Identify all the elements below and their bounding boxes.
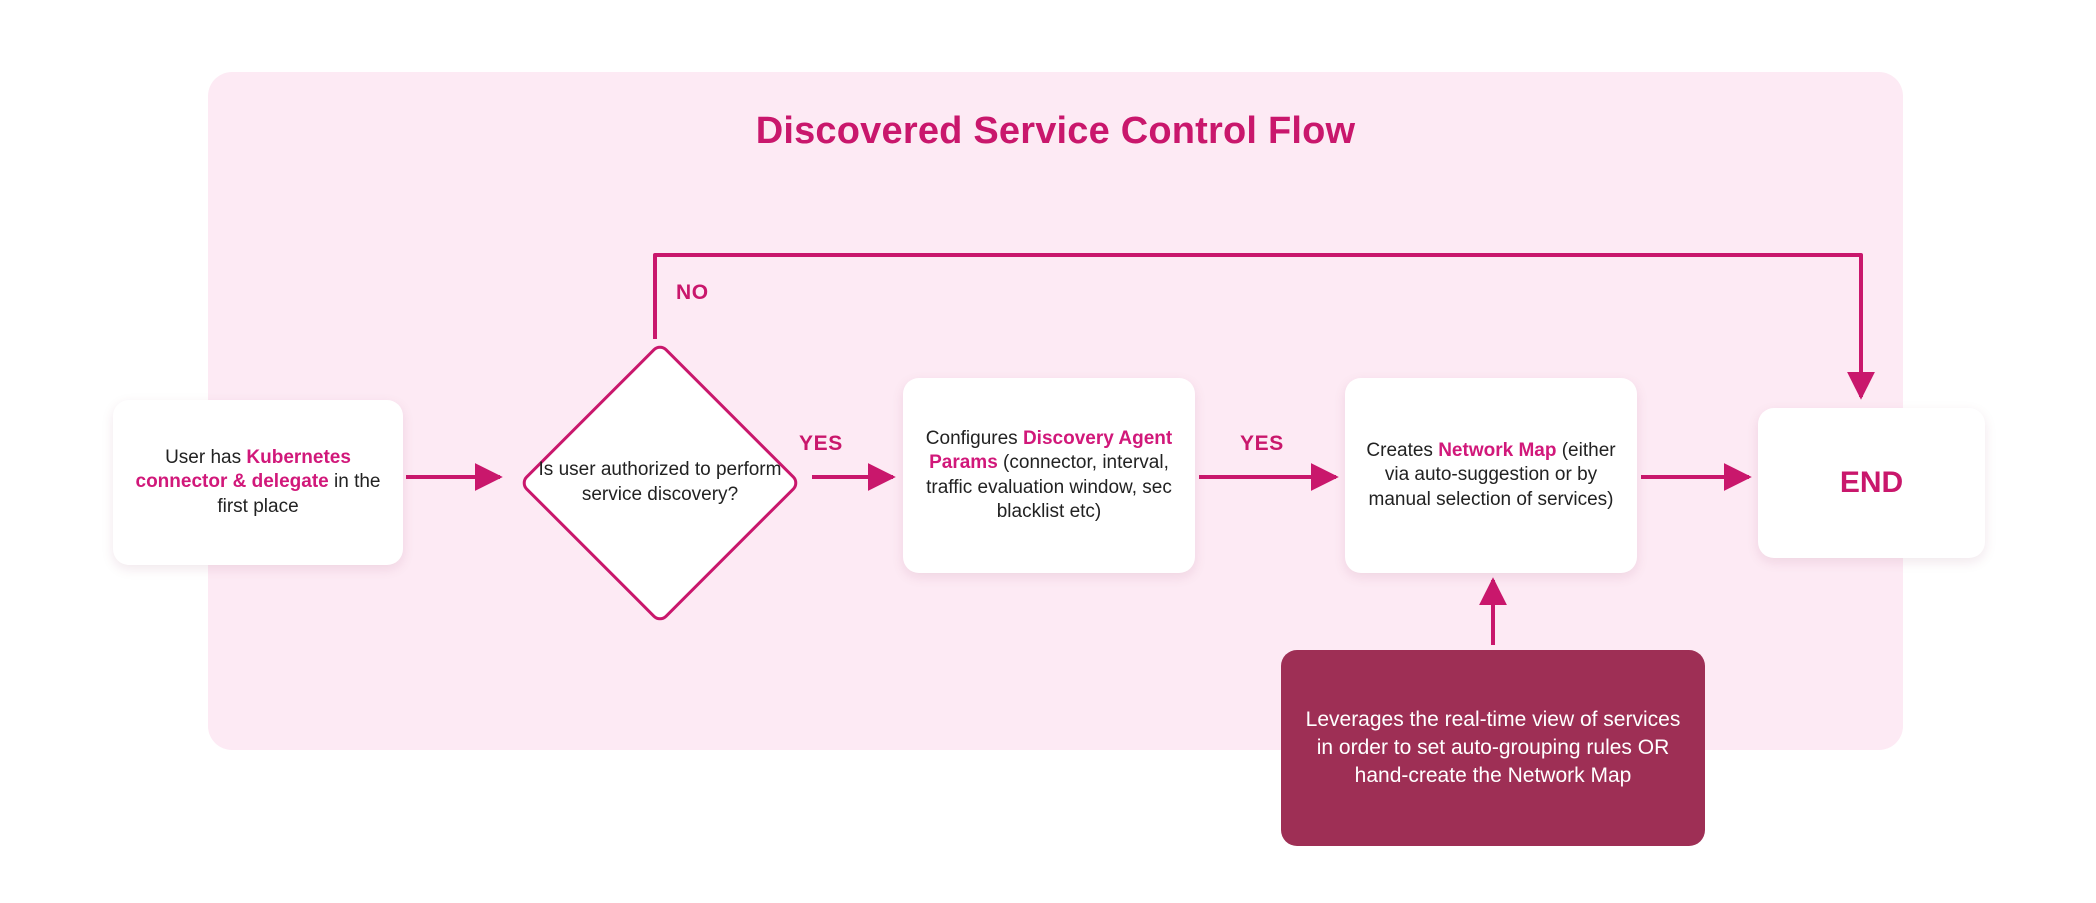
edge-label-yes-2: YES bbox=[1240, 432, 1284, 455]
page-title: Discovered Service Control Flow bbox=[755, 110, 1356, 152]
create-network-map bbox=[1345, 378, 1637, 573]
decision-authorized bbox=[512, 335, 808, 631]
configure-text-1: Configures bbox=[925, 427, 1023, 449]
configure-discovery-agent-params bbox=[903, 378, 1195, 573]
decision-text-2: authorized bbox=[600, 459, 690, 481]
start-node-text-3: in the first place bbox=[217, 471, 381, 517]
start-node bbox=[113, 400, 403, 565]
end-node bbox=[1758, 408, 1985, 558]
edge-label-no: NO bbox=[676, 281, 709, 304]
end-node-label: END bbox=[1839, 465, 1904, 499]
configure-text-2: Discovery Agent Params bbox=[929, 427, 1173, 474]
start-node-text-1: User has bbox=[165, 447, 247, 469]
decision-text-4: service discovery bbox=[581, 484, 728, 505]
decision-text-5: ? bbox=[727, 484, 739, 505]
leverage-note-text: Leverages the real-time view of services in order to set auto-grouping rules OR hand-create the Network Map bbox=[1305, 708, 1681, 787]
edge-label-yes-1: YES bbox=[799, 432, 843, 455]
leverage-note bbox=[1281, 650, 1705, 846]
start-node-text-2: Kubernetes connector & delegate bbox=[135, 447, 351, 493]
decision-text-1: Is user bbox=[538, 459, 601, 481]
decision-authorized-label bbox=[512, 335, 808, 631]
decision-text-3: to perform bbox=[689, 459, 782, 481]
configure-text-3: (connector, interval, traffic evaluation window, sec blacklist etc) bbox=[926, 452, 1172, 522]
networkmap-text-1: Creates bbox=[1366, 440, 1439, 462]
networkmap-text-3: (either via auto-suggestion or by manual selection of services) bbox=[1368, 440, 1616, 510]
networkmap-text-2: Network Map bbox=[1438, 440, 1557, 462]
